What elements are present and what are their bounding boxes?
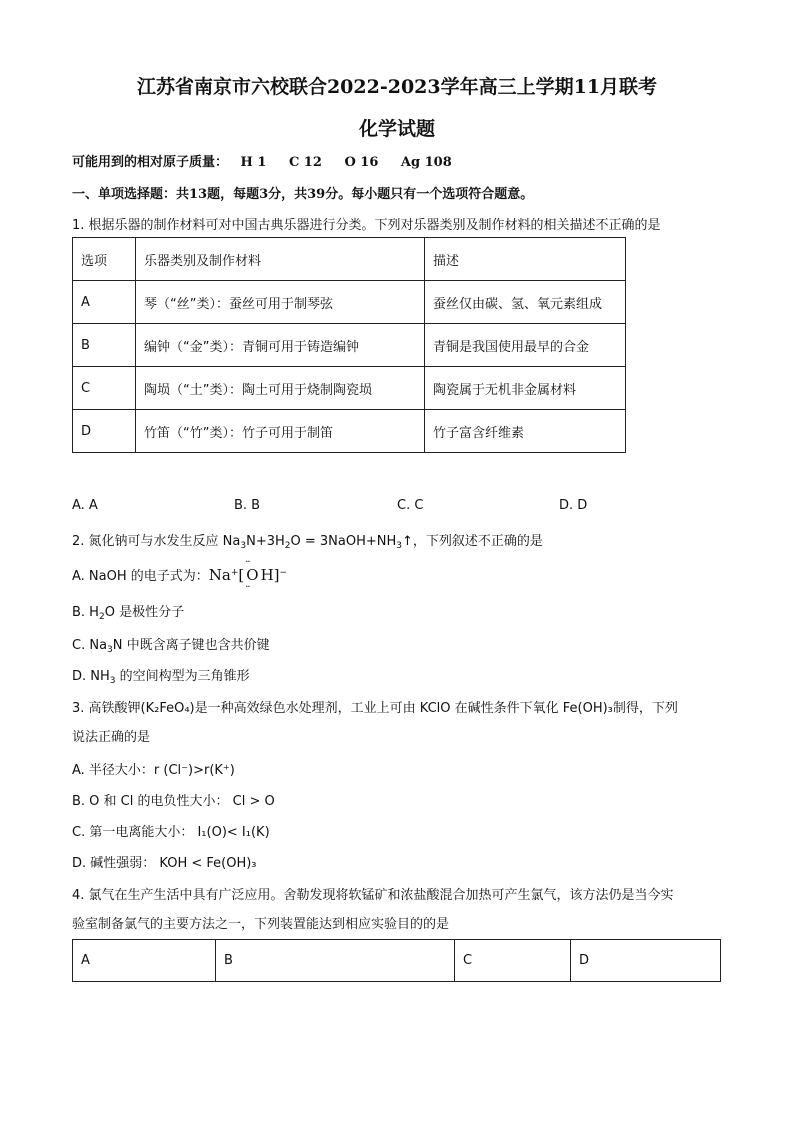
mass-ag: Ag 108 bbox=[400, 155, 452, 170]
table-cell: C bbox=[73, 367, 136, 410]
table-row bbox=[73, 324, 626, 367]
q3-option-b[interactable]: B. O 和 Cl 的电负性大小： Cl > O bbox=[72, 794, 275, 809]
q2-option-a[interactable] bbox=[72, 565, 287, 584]
q2-option-b-text: 是极性分子 bbox=[119, 605, 185, 620]
table-cell: 蚕丝仅由碳、氢、氧元素组成 bbox=[425, 281, 626, 324]
atomic-masses-label: 可能用到的相对原子质量： bbox=[72, 155, 229, 170]
q2-option-d[interactable]: D. $NH_3$ 的空间构型为三角锥形 bbox=[72, 669, 250, 686]
table-header-cell: B bbox=[216, 940, 455, 982]
q1-option-d[interactable]: D. D bbox=[559, 498, 588, 513]
q2-option-b[interactable]: B. $H_2O$ 是极性分子 bbox=[72, 605, 185, 622]
q2-option-c[interactable]: C. $Na_3N$ 中既含离子键也含共价键 bbox=[72, 638, 270, 655]
page-subtitle: 化学试题 bbox=[358, 118, 435, 140]
table-header-cell: 描述 bbox=[425, 238, 626, 281]
q2-stem-pre: 2. 氮化钠可与水发生反应 Na bbox=[72, 534, 241, 549]
q3-option-c[interactable]: C. 第一电离能大小： I₁(O)< I₁(K) bbox=[72, 825, 270, 840]
q2-option-d-text: 的空间构型为三角锥形 bbox=[119, 669, 250, 684]
table-header-row bbox=[73, 940, 721, 982]
table-cell: 陶瓷属于无机非金属材料 bbox=[425, 367, 626, 410]
q2-stem-post: ，下列叙述不正确的是 bbox=[412, 534, 543, 549]
table-header-cell: 乐器类别及制作材料 bbox=[136, 238, 425, 281]
table-cell: A bbox=[73, 281, 136, 324]
table-header-cell: 选项 bbox=[73, 238, 136, 281]
table-row bbox=[73, 410, 626, 453]
q4-table bbox=[72, 939, 721, 982]
table-header-cell: D bbox=[571, 940, 721, 982]
q1-option-c[interactable]: C. C bbox=[397, 498, 424, 513]
q2-option-a-text: A. NaOH 的电子式为： bbox=[72, 569, 209, 584]
section-heading: 一、单项选择题：共13题，每题3分，共39分。每小题只有一个选项符合题意。 bbox=[72, 187, 534, 202]
electron-formula: Na+[·· O ·· H]− bbox=[209, 566, 287, 584]
table-header-row bbox=[73, 238, 626, 281]
mass-c: C 12 bbox=[288, 155, 322, 170]
q4-stem-line1: 4. 氯气在生产生活中具有广泛应用。舍勒发现将软锰矿和浓盐酸混合加热可产生氯气，该方法仍是当今实 bbox=[72, 888, 674, 903]
q1-option-b[interactable]: B. B bbox=[234, 498, 261, 513]
table-cell: 竹笛（“竹”类）：竹子可用于制笛 bbox=[136, 410, 425, 453]
q1-table bbox=[72, 237, 626, 453]
atomic-masses bbox=[72, 151, 470, 170]
table-row bbox=[73, 367, 626, 410]
q3-stem-line1: 3. 高铁酸钾(K₂FeO₄)是一种高效绿色水处理剂，工业上可由 KClO 在碱性条件下氧化 Fe(OH)₃制得，下列 bbox=[72, 701, 678, 716]
table-header-cell: A bbox=[73, 940, 216, 982]
table-row bbox=[73, 281, 626, 324]
q1-option-a[interactable]: A. A bbox=[72, 498, 98, 513]
q1-stem: 1. 根据乐器的制作材料可对中国古典乐器进行分类。下列对乐器类别及制作材料的相关描述不正确的是 bbox=[72, 218, 661, 233]
table-cell: 琴（“丝”类）：蚕丝可用于制琴弦 bbox=[136, 281, 425, 324]
table-cell: 陶埙（“土”类）：陶土可用于烧制陶瓷埙 bbox=[136, 367, 425, 410]
table-cell: 青铜是我国使用最早的合金 bbox=[425, 324, 626, 367]
q2-stem: 2. 氮化钠可与水发生反应 $Na_3N+3H_2O$ = $3NaOH+NH_3↑$，下列叙述不正确的是 bbox=[72, 534, 543, 551]
table-cell: 编钟（“金”类）：青铜可用于铸造编钟 bbox=[136, 324, 425, 367]
table-cell: 竹子富含纤维素 bbox=[425, 410, 626, 453]
mass-h: H 1 bbox=[240, 155, 267, 170]
q3-stem-line2: 说法正确的是 bbox=[72, 730, 151, 745]
page-title: 江苏省南京市六校联合2022-2023学年高三上学期11月联考 bbox=[136, 76, 658, 98]
q3-option-a[interactable]: A. 半径大小：r (Cl⁻)>r(K⁺) bbox=[72, 763, 235, 778]
table-header-cell: C bbox=[455, 940, 571, 982]
q3-option-d[interactable]: D. 碱性强弱： KOH < Fe(OH)₃ bbox=[72, 856, 257, 871]
mass-o: O 16 bbox=[344, 155, 379, 170]
table-cell: D bbox=[73, 410, 136, 453]
table-cell: B bbox=[73, 324, 136, 367]
q2-option-c-text: N 中既含离子键也含共价键 bbox=[112, 638, 270, 653]
q4-stem-line2: 验室制备氯气的主要方法之一，下列装置能达到相应实验目的的是 bbox=[72, 917, 450, 932]
